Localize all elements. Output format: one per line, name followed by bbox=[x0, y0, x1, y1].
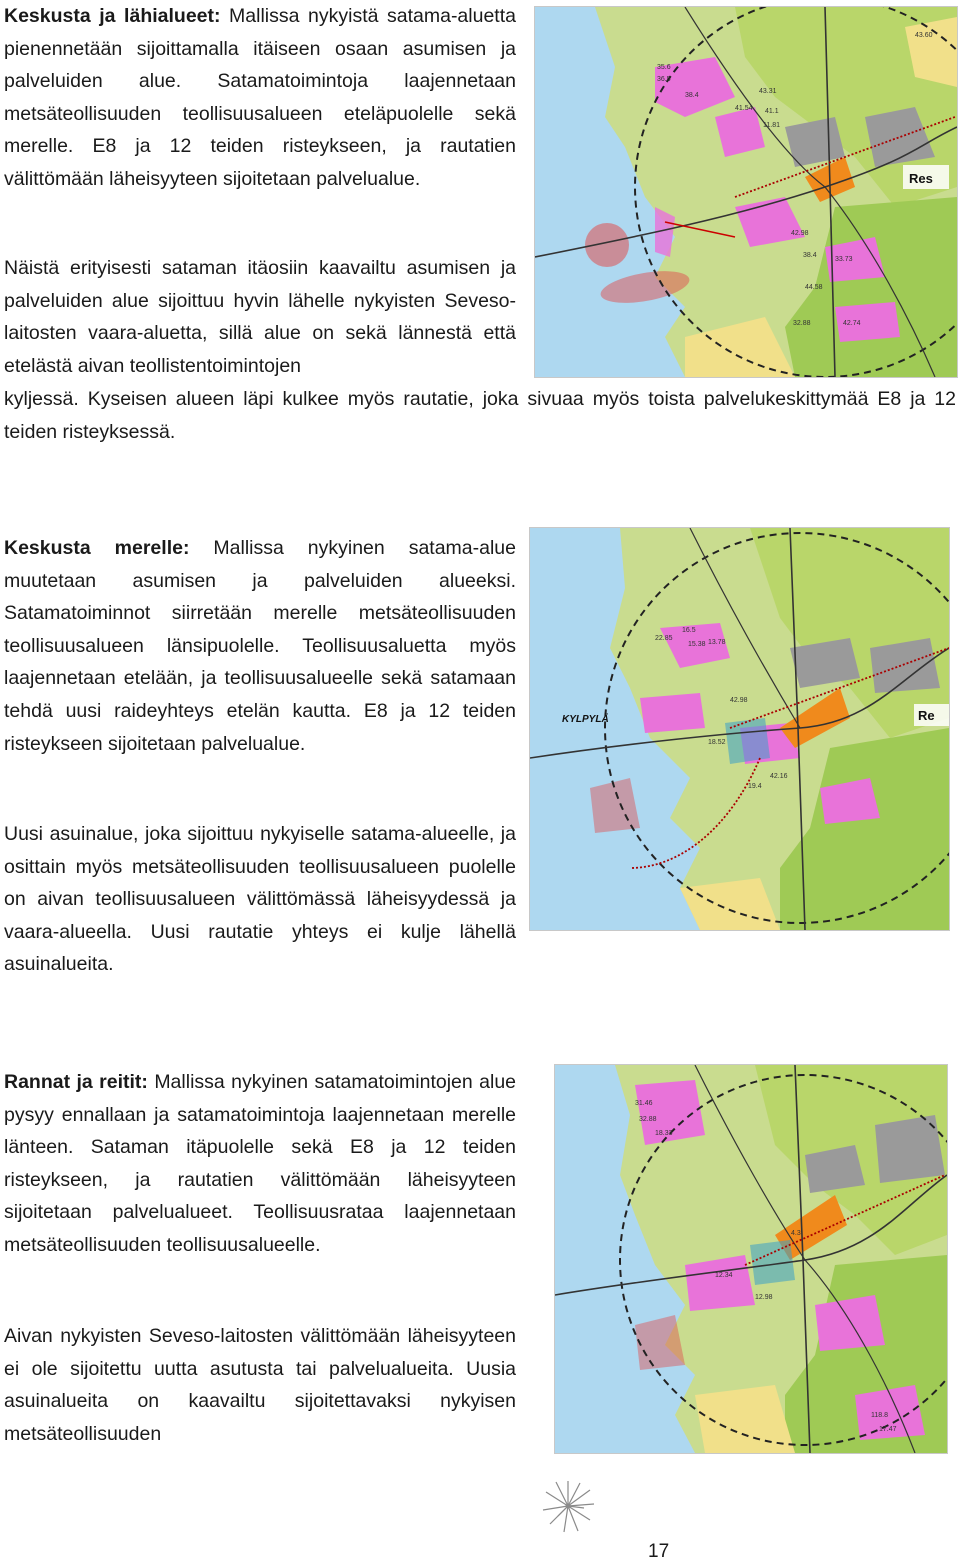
area-label: 118.8 bbox=[871, 1412, 888, 1419]
map-rannat-ja-reitit bbox=[554, 1064, 948, 1454]
area-label: 35.6 bbox=[657, 64, 671, 71]
section3-heading: Rannat ja reitit: bbox=[4, 1071, 148, 1093]
area-label: 42.98 bbox=[791, 230, 809, 237]
area-label: 43.31 bbox=[759, 88, 777, 95]
area-label: 38.4 bbox=[685, 92, 699, 99]
page-number: 17 bbox=[648, 1541, 670, 1562]
area-label: 41.54 bbox=[735, 105, 753, 112]
area-label: 41.1 bbox=[765, 108, 779, 115]
area-label: 43.60 bbox=[915, 32, 933, 39]
section3-intro bbox=[4, 1066, 516, 1262]
map2-place-label: Re bbox=[918, 708, 935, 723]
map1-place-label: Res bbox=[909, 171, 933, 186]
section1-heading: Keskusta ja lähialueet: bbox=[4, 5, 221, 27]
area-label: 44.58 bbox=[805, 284, 823, 291]
area-label: 32.88 bbox=[639, 1116, 657, 1123]
area-label: 17.47 bbox=[879, 1426, 897, 1433]
map2-district-label: KYLPYLÄ bbox=[562, 714, 609, 725]
area-label: 36.5 bbox=[657, 76, 671, 83]
section1-paragraph-2-cont: kyljessä. Kyseisen alueen läpi kulkee myös rautatie, joka sivuaa myös toista palvelukeskittymää E8 ja 12 teiden risteyksessä. bbox=[4, 388, 956, 443]
area-label: 42.16 bbox=[770, 773, 788, 780]
section3-paragraph-2: Aivan nykyisten Seveso-laitosten välittömään läheisyyteen ei ole sijoitettu uutta asutusta tai palvelualueita. Uusia asuinalueita on kaavailtu sijoitettavaksi nykyisen metsäteollisuuden bbox=[4, 1325, 516, 1445]
area-label: 31.46 bbox=[635, 1100, 653, 1107]
map-keskusta-lahialueet bbox=[534, 6, 958, 378]
section1-paragraph-2: Näistä erityisesti sataman itäosiin kaavailtu asumisen ja palveluiden alue sijoittuu hyvin lähelle nykyisten Seveso-laitosten vaara-aluetta, sillä alue on sekä lännestä että etelästä aivan teollistentoimintojen bbox=[4, 257, 516, 377]
section1-text: Mallissa nykyistä satama-aluetta pienennetään sijoittamalla itäiseen osaan asumisen ja palveluiden alue. Satamatoimintoja laajennetaan metsäteollisuuden teollisuusalueen eteläpuolelle sekä merelle. E8 ja 12 teiden risteykseen, ja rautatien välittömään läheisyyteen sijoitetaan palvelualue. bbox=[4, 5, 516, 190]
section2-paragraph-2: Uusi asuinalue, joka sijoittuu nykyiselle satama-alueelle, ja osittain myös metsäteollisuuden teollisuusalueen puolelle on aivan teollisuusalueen välittömässä läheisyydessä ja vaara-alueella. Uusi rautatie yhteys ei kulje lähellä asuinalueita. bbox=[4, 823, 516, 976]
area-label: 12.34 bbox=[715, 1272, 733, 1279]
section2-intro bbox=[4, 532, 516, 760]
section3-text: Mallissa nykyinen satamatoimintojen alue pysyy ennallaan ja satamatoimintoja laajennetaan merelle länteen. Sataman itäpuolelle sekä E8 ja 12 teiden risteykseen, ja rautatien välittömään läheisyyteen sijoitetaan palvelualueet. Teollisuusrataa laajennetaan metsäteollisuuden teollisuusalueelle. bbox=[4, 1071, 517, 1256]
area-label: 32.88 bbox=[793, 320, 811, 327]
area-label: 18.52 bbox=[708, 739, 726, 746]
area-label: 42.74 bbox=[843, 320, 861, 327]
section2-heading: Keskusta merelle: bbox=[4, 537, 190, 559]
area-label: 22.85 bbox=[655, 635, 673, 642]
area-label: 33.73 bbox=[835, 256, 853, 263]
area-label: 11.81 bbox=[763, 122, 780, 129]
area-label: 15.38 bbox=[688, 641, 706, 648]
area-label: 4.3 bbox=[791, 1230, 801, 1237]
area-label: 38.4 bbox=[803, 252, 817, 259]
starburst-logo-icon bbox=[540, 1478, 596, 1534]
area-label: 13.78 bbox=[708, 639, 726, 646]
map-keskusta-merelle bbox=[529, 527, 950, 931]
area-label: 18.33 bbox=[655, 1130, 673, 1137]
area-label: 16.5 bbox=[682, 627, 696, 634]
area-label: 42.98 bbox=[730, 697, 748, 704]
section1-intro bbox=[4, 0, 516, 196]
area-label: 19.4 bbox=[748, 783, 762, 790]
section2-text: Mallissa nykyinen satama-alue muutetaan asumisen ja palveluiden alueeksi. Satamatoiminnot siirretään merelle metsäteollisuuden teollisuusalueen länsipuolelle. Teollisuusaluetta myös laajennetaan etelään, ja teollisuusalueelle sekä satamaan tehdä uusi raideyhteys etelän kautta. E8 ja 12 teiden risteykseen sijoitetaan palvelualue. bbox=[4, 537, 516, 755]
area-label: 12.98 bbox=[755, 1294, 773, 1301]
